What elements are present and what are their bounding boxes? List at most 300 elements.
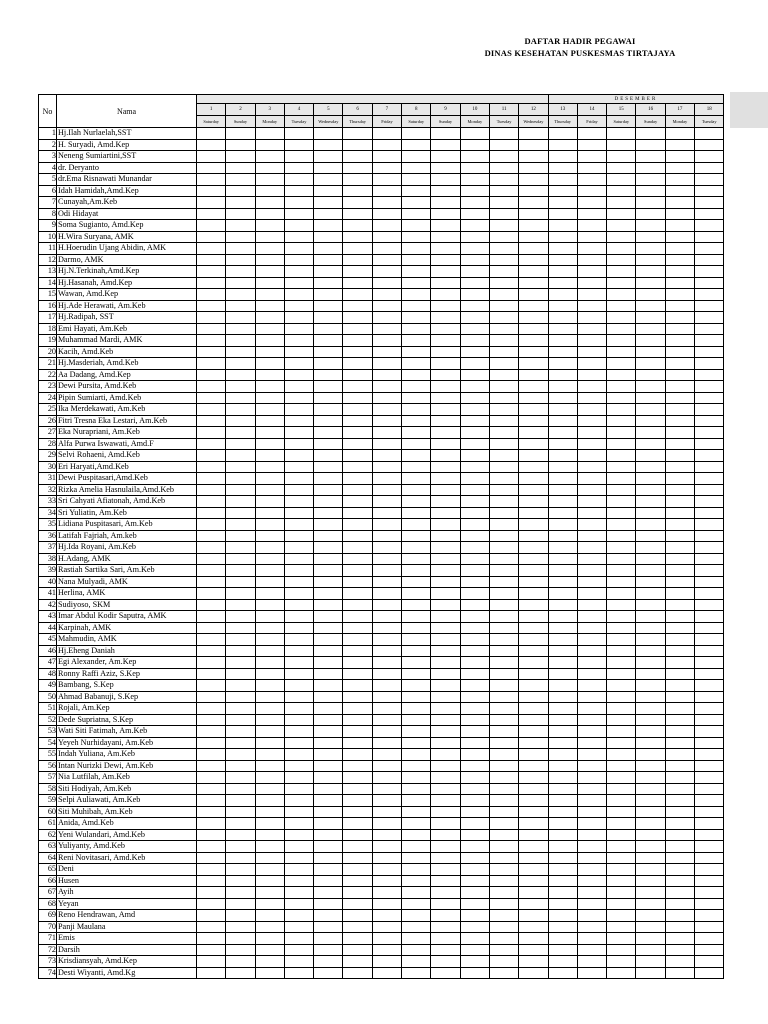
- attendance-cell[interactable]: [197, 381, 226, 393]
- attendance-cell[interactable]: [665, 369, 694, 381]
- attendance-cell[interactable]: [255, 852, 284, 864]
- attendance-cell[interactable]: [548, 381, 577, 393]
- attendance-cell[interactable]: [548, 622, 577, 634]
- attendance-cell[interactable]: [402, 162, 431, 174]
- attendance-cell[interactable]: [519, 473, 548, 485]
- attendance-cell[interactable]: [519, 185, 548, 197]
- attendance-cell[interactable]: [577, 887, 606, 899]
- attendance-cell[interactable]: [402, 680, 431, 692]
- attendance-cell[interactable]: [636, 542, 665, 554]
- attendance-cell[interactable]: [314, 323, 343, 335]
- attendance-cell[interactable]: [695, 588, 724, 600]
- attendance-cell[interactable]: [226, 760, 255, 772]
- attendance-cell[interactable]: [460, 921, 489, 933]
- attendance-cell[interactable]: [343, 634, 372, 646]
- attendance-cell[interactable]: [519, 921, 548, 933]
- attendance-cell[interactable]: [460, 392, 489, 404]
- attendance-cell[interactable]: [431, 806, 460, 818]
- attendance-cell[interactable]: [695, 542, 724, 554]
- attendance-cell[interactable]: [197, 128, 226, 140]
- attendance-cell[interactable]: [665, 576, 694, 588]
- attendance-cell[interactable]: [577, 254, 606, 266]
- attendance-cell[interactable]: [372, 599, 401, 611]
- attendance-cell[interactable]: [255, 576, 284, 588]
- attendance-cell[interactable]: [665, 197, 694, 209]
- attendance-cell[interactable]: [460, 898, 489, 910]
- attendance-cell[interactable]: [489, 645, 518, 657]
- attendance-cell[interactable]: [314, 588, 343, 600]
- attendance-cell[interactable]: [489, 542, 518, 554]
- attendance-cell[interactable]: [460, 749, 489, 761]
- attendance-cell[interactable]: [284, 243, 313, 255]
- attendance-cell[interactable]: [255, 956, 284, 968]
- attendance-cell[interactable]: [197, 806, 226, 818]
- attendance-cell[interactable]: [402, 657, 431, 669]
- attendance-cell[interactable]: [607, 588, 636, 600]
- attendance-cell[interactable]: [636, 312, 665, 324]
- attendance-cell[interactable]: [548, 415, 577, 427]
- attendance-cell[interactable]: [197, 231, 226, 243]
- attendance-cell[interactable]: [519, 611, 548, 623]
- attendance-cell[interactable]: [665, 496, 694, 508]
- attendance-cell[interactable]: [695, 622, 724, 634]
- attendance-cell[interactable]: [636, 369, 665, 381]
- attendance-cell[interactable]: [284, 346, 313, 358]
- attendance-cell[interactable]: [548, 795, 577, 807]
- attendance-cell[interactable]: [460, 243, 489, 255]
- attendance-cell[interactable]: [607, 438, 636, 450]
- attendance-cell[interactable]: [284, 944, 313, 956]
- attendance-cell[interactable]: [577, 369, 606, 381]
- attendance-cell[interactable]: [460, 576, 489, 588]
- attendance-cell[interactable]: [665, 208, 694, 220]
- attendance-cell[interactable]: [255, 473, 284, 485]
- attendance-cell[interactable]: [695, 657, 724, 669]
- attendance-cell[interactable]: [665, 910, 694, 922]
- attendance-cell[interactable]: [577, 565, 606, 577]
- attendance-cell[interactable]: [255, 967, 284, 979]
- attendance-cell[interactable]: [665, 841, 694, 853]
- attendance-cell[interactable]: [343, 944, 372, 956]
- attendance-cell[interactable]: [226, 749, 255, 761]
- attendance-cell[interactable]: [255, 335, 284, 347]
- attendance-cell[interactable]: [489, 749, 518, 761]
- attendance-cell[interactable]: [607, 266, 636, 278]
- attendance-cell[interactable]: [402, 496, 431, 508]
- attendance-cell[interactable]: [577, 714, 606, 726]
- attendance-cell[interactable]: [548, 473, 577, 485]
- attendance-cell[interactable]: [197, 300, 226, 312]
- attendance-cell[interactable]: [226, 887, 255, 899]
- attendance-cell[interactable]: [314, 668, 343, 680]
- attendance-cell[interactable]: [372, 450, 401, 462]
- attendance-cell[interactable]: [343, 599, 372, 611]
- attendance-cell[interactable]: [519, 714, 548, 726]
- attendance-cell[interactable]: [665, 714, 694, 726]
- attendance-cell[interactable]: [343, 921, 372, 933]
- attendance-cell[interactable]: [343, 266, 372, 278]
- attendance-cell[interactable]: [489, 703, 518, 715]
- attendance-cell[interactable]: [431, 852, 460, 864]
- attendance-cell[interactable]: [460, 519, 489, 531]
- attendance-cell[interactable]: [607, 611, 636, 623]
- attendance-cell[interactable]: [255, 680, 284, 692]
- attendance-cell[interactable]: [284, 300, 313, 312]
- attendance-cell[interactable]: [548, 772, 577, 784]
- attendance-cell[interactable]: [226, 622, 255, 634]
- attendance-cell[interactable]: [577, 680, 606, 692]
- attendance-cell[interactable]: [402, 703, 431, 715]
- attendance-cell[interactable]: [607, 542, 636, 554]
- attendance-cell[interactable]: [577, 243, 606, 255]
- attendance-cell[interactable]: [489, 369, 518, 381]
- attendance-cell[interactable]: [197, 818, 226, 830]
- attendance-cell[interactable]: [402, 404, 431, 416]
- attendance-cell[interactable]: [226, 162, 255, 174]
- attendance-cell[interactable]: [460, 737, 489, 749]
- attendance-cell[interactable]: [314, 622, 343, 634]
- attendance-cell[interactable]: [460, 668, 489, 680]
- attendance-cell[interactable]: [519, 450, 548, 462]
- attendance-cell[interactable]: [636, 404, 665, 416]
- attendance-cell[interactable]: [548, 312, 577, 324]
- attendance-cell[interactable]: [431, 530, 460, 542]
- attendance-cell[interactable]: [636, 438, 665, 450]
- attendance-cell[interactable]: [226, 461, 255, 473]
- attendance-cell[interactable]: [284, 335, 313, 347]
- attendance-cell[interactable]: [460, 231, 489, 243]
- attendance-cell[interactable]: [607, 657, 636, 669]
- attendance-cell[interactable]: [343, 473, 372, 485]
- attendance-cell[interactable]: [255, 404, 284, 416]
- attendance-cell[interactable]: [372, 185, 401, 197]
- attendance-cell[interactable]: [372, 323, 401, 335]
- attendance-cell[interactable]: [431, 668, 460, 680]
- attendance-cell[interactable]: [607, 714, 636, 726]
- attendance-cell[interactable]: [343, 438, 372, 450]
- attendance-cell[interactable]: [343, 484, 372, 496]
- attendance-cell[interactable]: [519, 703, 548, 715]
- attendance-cell[interactable]: [665, 507, 694, 519]
- attendance-cell[interactable]: [372, 645, 401, 657]
- attendance-cell[interactable]: [255, 519, 284, 531]
- attendance-cell[interactable]: [519, 266, 548, 278]
- attendance-cell[interactable]: [695, 507, 724, 519]
- attendance-cell[interactable]: [519, 496, 548, 508]
- attendance-cell[interactable]: [665, 358, 694, 370]
- attendance-cell[interactable]: [402, 507, 431, 519]
- attendance-cell[interactable]: [431, 404, 460, 416]
- attendance-cell[interactable]: [519, 864, 548, 876]
- attendance-cell[interactable]: [226, 208, 255, 220]
- attendance-cell[interactable]: [314, 921, 343, 933]
- attendance-cell[interactable]: [402, 772, 431, 784]
- attendance-cell[interactable]: [665, 611, 694, 623]
- attendance-cell[interactable]: [607, 829, 636, 841]
- attendance-cell[interactable]: [607, 875, 636, 887]
- attendance-cell[interactable]: [343, 231, 372, 243]
- attendance-cell[interactable]: [607, 576, 636, 588]
- attendance-cell[interactable]: [197, 852, 226, 864]
- attendance-cell[interactable]: [314, 473, 343, 485]
- attendance-cell[interactable]: [460, 128, 489, 140]
- attendance-cell[interactable]: [460, 565, 489, 577]
- attendance-cell[interactable]: [372, 243, 401, 255]
- attendance-cell[interactable]: [402, 277, 431, 289]
- attendance-cell[interactable]: [372, 415, 401, 427]
- attendance-cell[interactable]: [665, 703, 694, 715]
- attendance-cell[interactable]: [548, 806, 577, 818]
- attendance-cell[interactable]: [402, 898, 431, 910]
- attendance-cell[interactable]: [665, 921, 694, 933]
- attendance-cell[interactable]: [665, 634, 694, 646]
- attendance-cell[interactable]: [284, 427, 313, 439]
- attendance-cell[interactable]: [431, 427, 460, 439]
- attendance-cell[interactable]: [343, 151, 372, 163]
- attendance-cell[interactable]: [372, 358, 401, 370]
- attendance-cell[interactable]: [314, 783, 343, 795]
- attendance-cell[interactable]: [548, 553, 577, 565]
- attendance-cell[interactable]: [402, 806, 431, 818]
- attendance-cell[interactable]: [314, 450, 343, 462]
- attendance-cell[interactable]: [314, 300, 343, 312]
- attendance-cell[interactable]: [607, 208, 636, 220]
- attendance-cell[interactable]: [343, 415, 372, 427]
- attendance-cell[interactable]: [343, 898, 372, 910]
- attendance-cell[interactable]: [314, 381, 343, 393]
- attendance-cell[interactable]: [695, 496, 724, 508]
- attendance-cell[interactable]: [402, 645, 431, 657]
- attendance-cell[interactable]: [489, 151, 518, 163]
- attendance-cell[interactable]: [665, 335, 694, 347]
- attendance-cell[interactable]: [519, 312, 548, 324]
- attendance-cell[interactable]: [284, 611, 313, 623]
- attendance-cell[interactable]: [372, 392, 401, 404]
- attendance-cell[interactable]: [695, 749, 724, 761]
- attendance-cell[interactable]: [372, 461, 401, 473]
- attendance-cell[interactable]: [226, 438, 255, 450]
- attendance-cell[interactable]: [665, 668, 694, 680]
- attendance-cell[interactable]: [489, 565, 518, 577]
- attendance-cell[interactable]: [314, 956, 343, 968]
- attendance-cell[interactable]: [284, 323, 313, 335]
- attendance-cell[interactable]: [489, 128, 518, 140]
- attendance-cell[interactable]: [607, 967, 636, 979]
- attendance-cell[interactable]: [665, 864, 694, 876]
- attendance-cell[interactable]: [695, 691, 724, 703]
- attendance-cell[interactable]: [402, 381, 431, 393]
- attendance-cell[interactable]: [197, 346, 226, 358]
- attendance-cell[interactable]: [372, 438, 401, 450]
- attendance-cell[interactable]: [636, 243, 665, 255]
- attendance-cell[interactable]: [255, 277, 284, 289]
- attendance-cell[interactable]: [460, 783, 489, 795]
- attendance-cell[interactable]: [607, 185, 636, 197]
- attendance-cell[interactable]: [665, 530, 694, 542]
- attendance-cell[interactable]: [284, 208, 313, 220]
- attendance-cell[interactable]: [372, 151, 401, 163]
- attendance-cell[interactable]: [577, 461, 606, 473]
- attendance-cell[interactable]: [607, 461, 636, 473]
- attendance-cell[interactable]: [314, 599, 343, 611]
- attendance-cell[interactable]: [343, 392, 372, 404]
- attendance-cell[interactable]: [577, 852, 606, 864]
- attendance-cell[interactable]: [197, 680, 226, 692]
- attendance-cell[interactable]: [489, 553, 518, 565]
- attendance-cell[interactable]: [695, 197, 724, 209]
- attendance-cell[interactable]: [548, 220, 577, 232]
- attendance-cell[interactable]: [255, 220, 284, 232]
- attendance-cell[interactable]: [284, 473, 313, 485]
- attendance-cell[interactable]: [402, 588, 431, 600]
- attendance-cell[interactable]: [431, 967, 460, 979]
- attendance-cell[interactable]: [489, 243, 518, 255]
- attendance-cell[interactable]: [489, 346, 518, 358]
- attendance-cell[interactable]: [431, 162, 460, 174]
- attendance-cell[interactable]: [519, 231, 548, 243]
- attendance-cell[interactable]: [548, 174, 577, 186]
- attendance-cell[interactable]: [607, 921, 636, 933]
- attendance-cell[interactable]: [343, 622, 372, 634]
- attendance-cell[interactable]: [431, 438, 460, 450]
- attendance-cell[interactable]: [255, 588, 284, 600]
- attendance-cell[interactable]: [489, 576, 518, 588]
- attendance-cell[interactable]: [431, 243, 460, 255]
- attendance-cell[interactable]: [284, 921, 313, 933]
- attendance-cell[interactable]: [577, 484, 606, 496]
- attendance-cell[interactable]: [343, 312, 372, 324]
- attendance-cell[interactable]: [255, 128, 284, 140]
- attendance-cell[interactable]: [665, 174, 694, 186]
- attendance-cell[interactable]: [548, 944, 577, 956]
- attendance-cell[interactable]: [314, 910, 343, 922]
- attendance-cell[interactable]: [226, 174, 255, 186]
- attendance-cell[interactable]: [255, 841, 284, 853]
- attendance-cell[interactable]: [284, 829, 313, 841]
- attendance-cell[interactable]: [548, 128, 577, 140]
- attendance-cell[interactable]: [226, 841, 255, 853]
- attendance-cell[interactable]: [431, 231, 460, 243]
- attendance-cell[interactable]: [460, 956, 489, 968]
- attendance-cell[interactable]: [548, 427, 577, 439]
- attendance-cell[interactable]: [607, 139, 636, 151]
- attendance-cell[interactable]: [460, 450, 489, 462]
- attendance-cell[interactable]: [226, 254, 255, 266]
- attendance-cell[interactable]: [255, 622, 284, 634]
- attendance-cell[interactable]: [489, 162, 518, 174]
- attendance-cell[interactable]: [577, 760, 606, 772]
- attendance-cell[interactable]: [255, 887, 284, 899]
- attendance-cell[interactable]: [607, 427, 636, 439]
- attendance-cell[interactable]: [665, 967, 694, 979]
- attendance-cell[interactable]: [665, 185, 694, 197]
- attendance-cell[interactable]: [665, 829, 694, 841]
- attendance-cell[interactable]: [548, 956, 577, 968]
- attendance-cell[interactable]: [519, 553, 548, 565]
- attendance-cell[interactable]: [489, 622, 518, 634]
- attendance-cell[interactable]: [197, 576, 226, 588]
- attendance-cell[interactable]: [284, 151, 313, 163]
- attendance-cell[interactable]: [402, 691, 431, 703]
- attendance-cell[interactable]: [343, 795, 372, 807]
- attendance-cell[interactable]: [431, 185, 460, 197]
- attendance-cell[interactable]: [577, 576, 606, 588]
- attendance-cell[interactable]: [607, 323, 636, 335]
- attendance-cell[interactable]: [577, 450, 606, 462]
- attendance-cell[interactable]: [695, 714, 724, 726]
- attendance-cell[interactable]: [636, 944, 665, 956]
- attendance-cell[interactable]: [519, 691, 548, 703]
- attendance-cell[interactable]: [636, 657, 665, 669]
- attendance-cell[interactable]: [343, 404, 372, 416]
- attendance-cell[interactable]: [489, 921, 518, 933]
- attendance-cell[interactable]: [636, 599, 665, 611]
- attendance-cell[interactable]: [402, 910, 431, 922]
- attendance-cell[interactable]: [284, 749, 313, 761]
- attendance-cell[interactable]: [636, 162, 665, 174]
- attendance-cell[interactable]: [607, 358, 636, 370]
- attendance-cell[interactable]: [695, 323, 724, 335]
- attendance-cell[interactable]: [695, 668, 724, 680]
- attendance-cell[interactable]: [197, 185, 226, 197]
- attendance-cell[interactable]: [607, 507, 636, 519]
- attendance-cell[interactable]: [519, 346, 548, 358]
- attendance-cell[interactable]: [577, 749, 606, 761]
- attendance-cell[interactable]: [431, 921, 460, 933]
- attendance-cell[interactable]: [402, 611, 431, 623]
- attendance-cell[interactable]: [226, 415, 255, 427]
- attendance-cell[interactable]: [577, 381, 606, 393]
- attendance-cell[interactable]: [607, 220, 636, 232]
- attendance-cell[interactable]: [577, 898, 606, 910]
- attendance-cell[interactable]: [665, 266, 694, 278]
- attendance-cell[interactable]: [548, 967, 577, 979]
- attendance-cell[interactable]: [314, 507, 343, 519]
- attendance-cell[interactable]: [284, 967, 313, 979]
- attendance-cell[interactable]: [284, 277, 313, 289]
- attendance-cell[interactable]: [577, 300, 606, 312]
- attendance-cell[interactable]: [695, 841, 724, 853]
- attendance-cell[interactable]: [607, 795, 636, 807]
- attendance-cell[interactable]: [665, 783, 694, 795]
- attendance-cell[interactable]: [226, 220, 255, 232]
- attendance-cell[interactable]: [402, 139, 431, 151]
- attendance-cell[interactable]: [431, 300, 460, 312]
- attendance-cell[interactable]: [255, 829, 284, 841]
- attendance-cell[interactable]: [314, 415, 343, 427]
- attendance-cell[interactable]: [665, 737, 694, 749]
- attendance-cell[interactable]: [255, 645, 284, 657]
- attendance-cell[interactable]: [548, 852, 577, 864]
- attendance-cell[interactable]: [343, 427, 372, 439]
- attendance-cell[interactable]: [343, 657, 372, 669]
- attendance-cell[interactable]: [372, 841, 401, 853]
- attendance-cell[interactable]: [577, 944, 606, 956]
- attendance-cell[interactable]: [343, 875, 372, 887]
- attendance-cell[interactable]: [695, 392, 724, 404]
- attendance-cell[interactable]: [343, 243, 372, 255]
- attendance-cell[interactable]: [314, 898, 343, 910]
- attendance-cell[interactable]: [372, 611, 401, 623]
- attendance-cell[interactable]: [665, 760, 694, 772]
- attendance-cell[interactable]: [489, 231, 518, 243]
- attendance-cell[interactable]: [460, 220, 489, 232]
- attendance-cell[interactable]: [695, 128, 724, 140]
- attendance-cell[interactable]: [636, 898, 665, 910]
- attendance-cell[interactable]: [695, 680, 724, 692]
- attendance-cell[interactable]: [519, 933, 548, 945]
- attendance-cell[interactable]: [226, 645, 255, 657]
